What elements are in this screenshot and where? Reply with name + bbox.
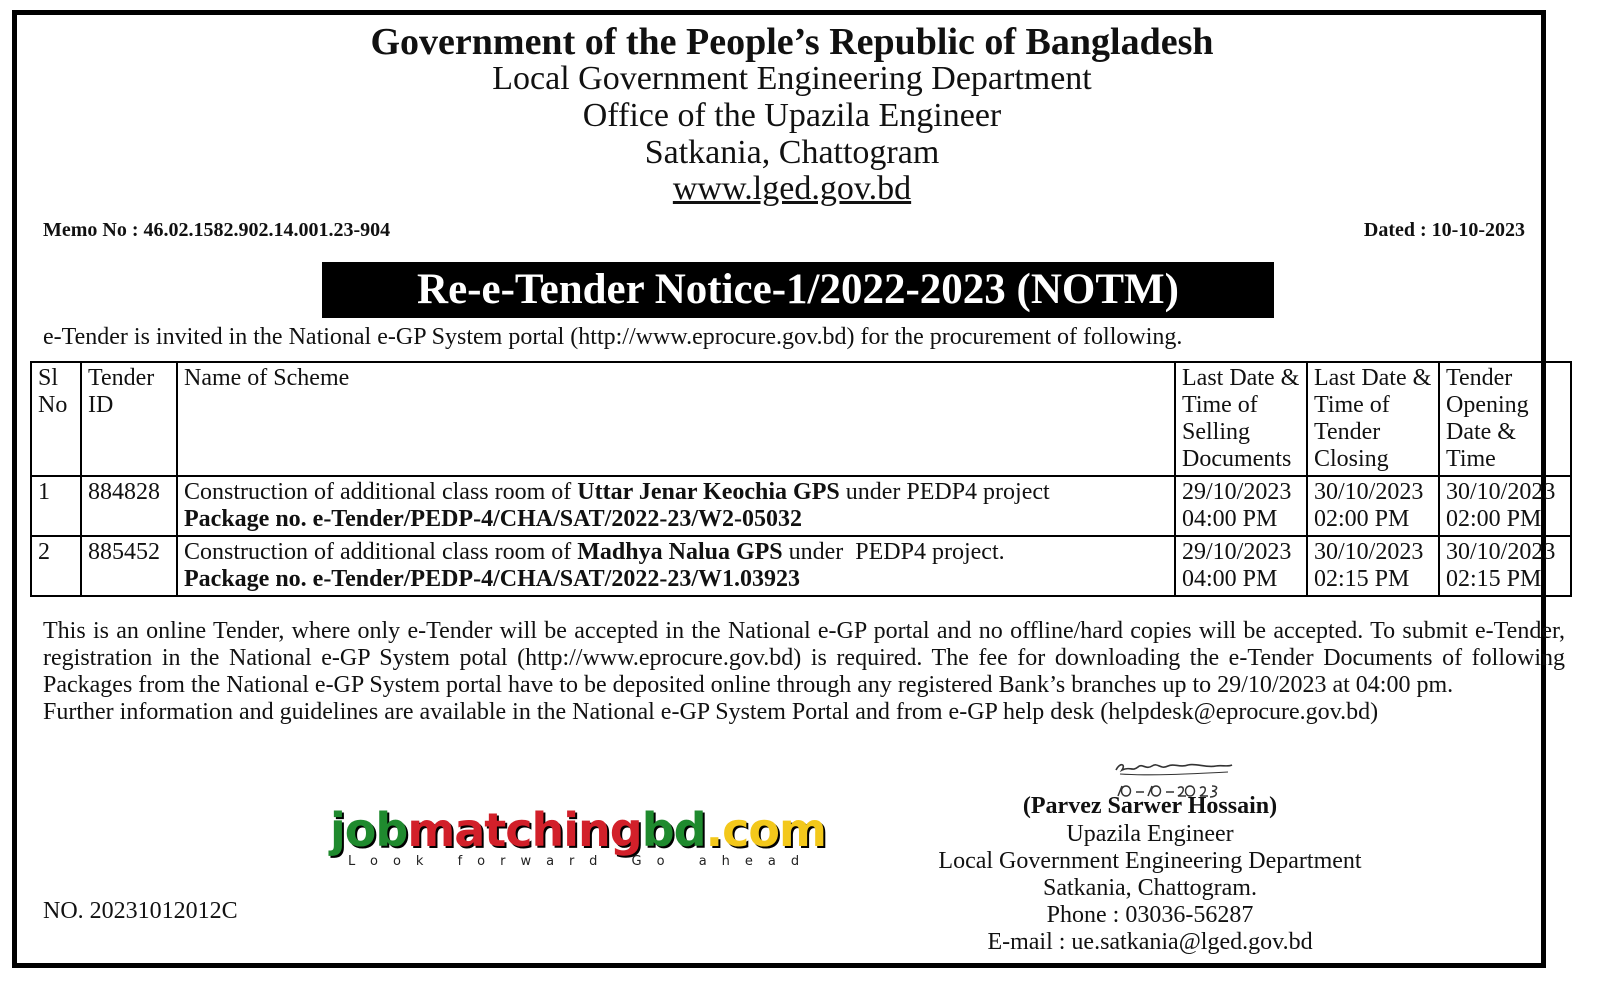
closing-time: 02:00 PM: [1314, 506, 1410, 532]
cell-closing: [1307, 536, 1439, 596]
opening-date: 30/10/2023: [1446, 479, 1556, 505]
government-title: Government of the People’s Republic of Bangladesh: [370, 21, 1214, 63]
scheme-text: Construction of additional class room of: [184, 539, 578, 565]
scheme-text: Construction of additional class room of: [184, 479, 578, 505]
closing-date: 30/10/2023: [1314, 539, 1424, 565]
logo-part-job: job: [330, 803, 408, 857]
table-header-row: [31, 362, 1571, 476]
selling-date: 29/10/2023: [1182, 539, 1292, 565]
school-name: Madhya Nalua GPS: [577, 539, 783, 565]
scheme-text-suffix: under PEDP4 project.: [782, 539, 1005, 565]
intro-text: e-Tender is invited in the National e-GP System portal (http://www.eprocure.gov.bd) for the procurement of following.: [43, 324, 1183, 350]
selling-time: 04:00 PM: [1182, 506, 1278, 532]
header-selling-date: Last Date & Time of Selling Documents: [1175, 362, 1307, 476]
logo-wordmark: [330, 803, 826, 857]
header-sl-no: Sl No: [31, 362, 81, 476]
logo-part-matching: matching: [407, 803, 642, 857]
cell-sl: 1: [31, 476, 81, 536]
signer-department: Local Government Engineering Department: [938, 848, 1362, 874]
online-tender-paragraph: This is an online Tender, where only e-Tender will be accepted in the National e-GP portal and no offline/hard copies will be accepted. To submit e-Tender, registration in the National e-GP System potal (http://www.eprocure.gov.bd) is required. The fee for downloading the e-Tender Documents of following Packages from the National e-GP System portal have to be deposited online through any registered Bank’s branches up to 29/10/2023 at 04:00 pm.: [43, 618, 1565, 698]
closing-date: 30/10/2023: [1314, 479, 1424, 505]
cell-scheme: [177, 476, 1175, 536]
signer-name: (Parvez Sarwer Hossain): [1022, 793, 1278, 819]
further-info-paragraph: Further information and guidelines are available in the National e-GP System Portal and from e-GP help desk (helpdesk@eprocure.gov.bd): [43, 699, 1379, 725]
signer-phone: Phone : 03036-56287: [1046, 902, 1254, 928]
conditions-text: [43, 618, 1565, 726]
signer-location: Satkania, Chattogram.: [1043, 875, 1257, 901]
package-number: Package no. e-Tender/PEDP-4/CHA/SAT/2022-23/W1.03923: [184, 566, 800, 592]
office-name: Office of the Upazila Engineer: [582, 97, 1002, 134]
closing-time: 02:15 PM: [1314, 566, 1410, 592]
scheme-text-suffix: under PEDP4 project: [839, 479, 1050, 505]
notice-date: Dated : 10-10-2023: [1363, 219, 1525, 241]
office-location: Satkania, Chattogram: [644, 134, 940, 171]
cell-opening: [1439, 536, 1571, 596]
header-scheme-name: Name of Scheme: [177, 362, 1175, 476]
cell-tender-id: 885452: [81, 536, 177, 596]
header-tender-id: Tender ID: [81, 362, 177, 476]
tender-table: [30, 361, 1572, 597]
jobmatchingbd-logo: [330, 803, 826, 869]
selling-time: 04:00 PM: [1182, 566, 1278, 592]
selling-date: 29/10/2023: [1182, 479, 1292, 505]
logo-tagline: Look forward Go ahead: [348, 854, 815, 869]
signer-title: Upazila Engineer: [1066, 821, 1234, 847]
logo-part-com: .com: [705, 803, 826, 857]
header-opening-date: Tender Opening Date & Time: [1439, 362, 1571, 476]
cell-tender-id: 884828: [81, 476, 177, 536]
cell-closing: [1307, 476, 1439, 536]
reference-number: NO. 20231012012C: [43, 898, 238, 924]
cell-scheme: [177, 536, 1175, 596]
opening-date: 30/10/2023: [1446, 539, 1556, 565]
cell-selling: [1175, 476, 1307, 536]
department-name: Local Government Engineering Department: [492, 60, 1092, 97]
table-row: [31, 536, 1571, 596]
school-name: Uttar Jenar Keochia GPS: [577, 479, 840, 505]
notice-title-banner: Re-e-Tender Notice-1/2022-2023 (NOTM): [322, 262, 1274, 318]
opening-time: 02:15 PM: [1446, 566, 1542, 592]
website-link[interactable]: www.lged.gov.bd: [672, 170, 912, 207]
cell-opening: [1439, 476, 1571, 536]
logo-part-bd: bd: [641, 803, 706, 857]
memo-number: Memo No : 46.02.1582.902.14.001.23-904: [43, 219, 391, 241]
signer-email[interactable]: E-mail : ue.satkania@lged.gov.bd: [987, 929, 1313, 955]
header-closing-date: Last Date & Time of Tender Closing: [1307, 362, 1439, 476]
opening-time: 02:00 PM: [1446, 506, 1542, 532]
table-row: [31, 476, 1571, 536]
cell-selling: [1175, 536, 1307, 596]
package-number: Package no. e-Tender/PEDP-4/CHA/SAT/2022-23/W2-05032: [184, 506, 802, 532]
cell-sl: 2: [31, 536, 81, 596]
